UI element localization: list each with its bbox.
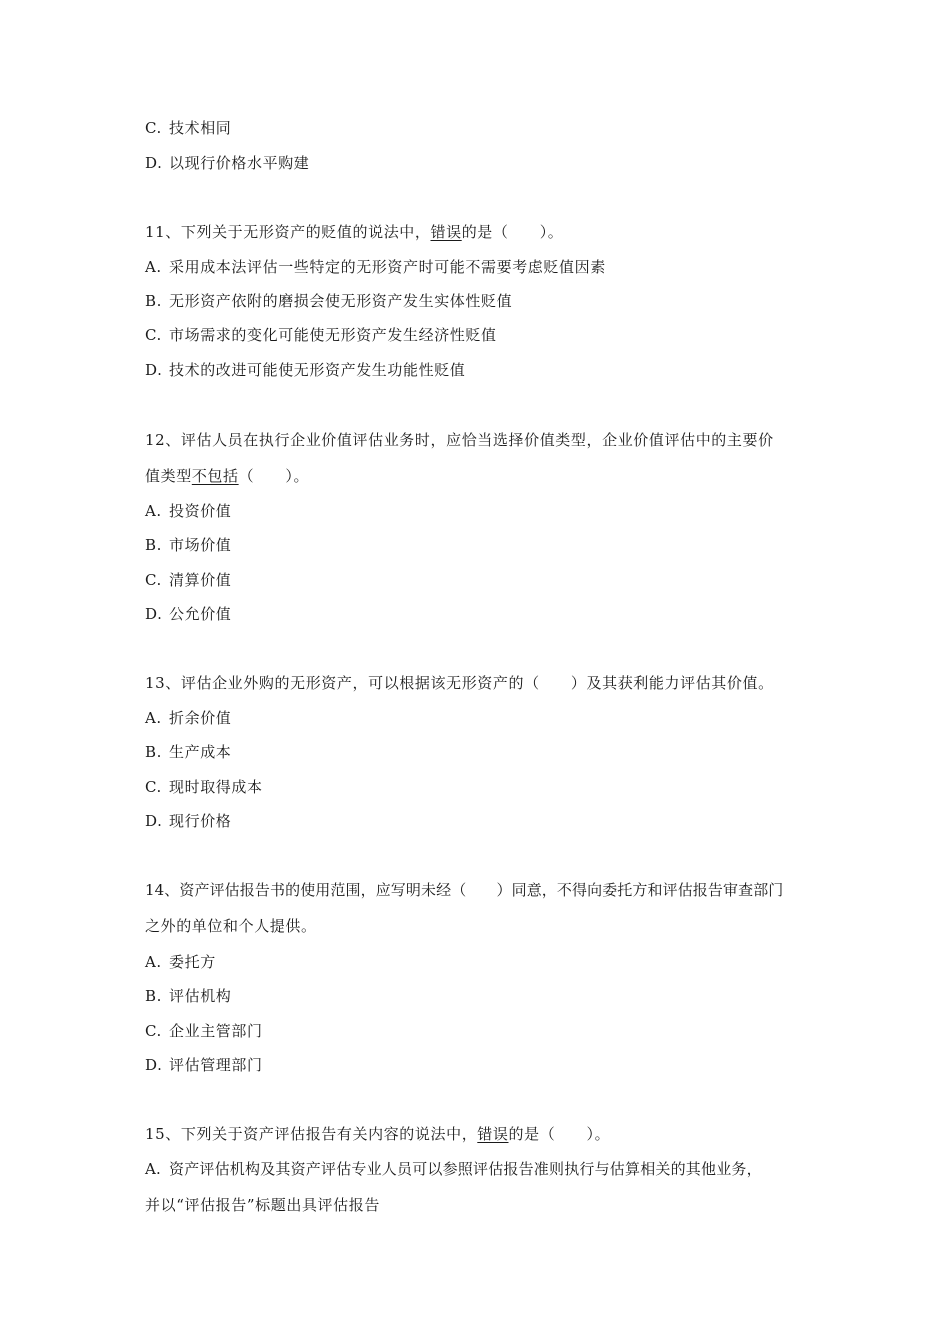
question-14-line1: 14、资产评估报告书的使用范围，应写明未经（ ）同意，不得向委托方和评估报告审查部门 [145, 881, 784, 899]
option-d: D. 评估管理部门 [145, 1056, 263, 1074]
option-c: C. 技术相同 [145, 119, 232, 137]
option-d: D. 公允价值 [145, 605, 232, 623]
question-14-line2: 之外的单位和个人提供。 [145, 917, 317, 935]
emphasis-underline: 不包括 [191, 467, 239, 485]
option-b: B. 生产成本 [145, 743, 232, 761]
option-a: A. 采用成本法评估一些特定的无形资产时可能不需要考虑贬值因素 [145, 258, 606, 276]
emphasis-underline: 错误 [477, 1125, 509, 1143]
option-a: A. 委托方 [145, 953, 216, 971]
option-b: B. 市场价值 [145, 536, 232, 554]
option-c: C. 现时取得成本 [145, 778, 263, 796]
option-a-continuation: 并以“评估报告”标题出具评估报告 [145, 1196, 380, 1214]
question-12-line2: 值类型不包括（ ）。 [145, 467, 310, 485]
question-15: 15、下列关于资产评估报告有关内容的说法中，错误的是（ ）。 [145, 1125, 611, 1143]
emphasis-underline: 错误 [430, 223, 462, 241]
option-a: A. 投资价值 [145, 502, 232, 520]
option-b: B. 评估机构 [145, 987, 232, 1005]
option-b: B. 无形资产依附的磨损会使无形资产发生实体性贬值 [145, 292, 513, 310]
option-a: A. 资产评估机构及其资产评估专业人员可以参照评估报告准则执行与估算相关的其他业务， [145, 1160, 762, 1178]
option-d: D. 现行价格 [145, 812, 232, 830]
option-d: D. 以现行价格水平购建 [145, 154, 310, 172]
option-c: C. 企业主管部门 [145, 1022, 263, 1040]
option-c: C. 市场需求的变化可能使无形资产发生经济性贬值 [145, 326, 497, 344]
question-12-line1: 12、评估人员在执行企业价值评估业务时，应恰当选择价值类型，企业价值评估中的主要价 [145, 431, 774, 449]
question-13: 13、评估企业外购的无形资产，可以根据该无形资产的（ ）及其获利能力评估其价值。 [145, 674, 774, 692]
option-a: A. 折余价值 [145, 709, 232, 727]
question-11: 11、下列关于无形资产的贬值的说法中，错误的是（ ）。 [145, 223, 564, 241]
option-d: D. 技术的改进可能使无形资产发生功能性贬值 [145, 361, 466, 379]
option-c: C. 清算价值 [145, 571, 232, 589]
